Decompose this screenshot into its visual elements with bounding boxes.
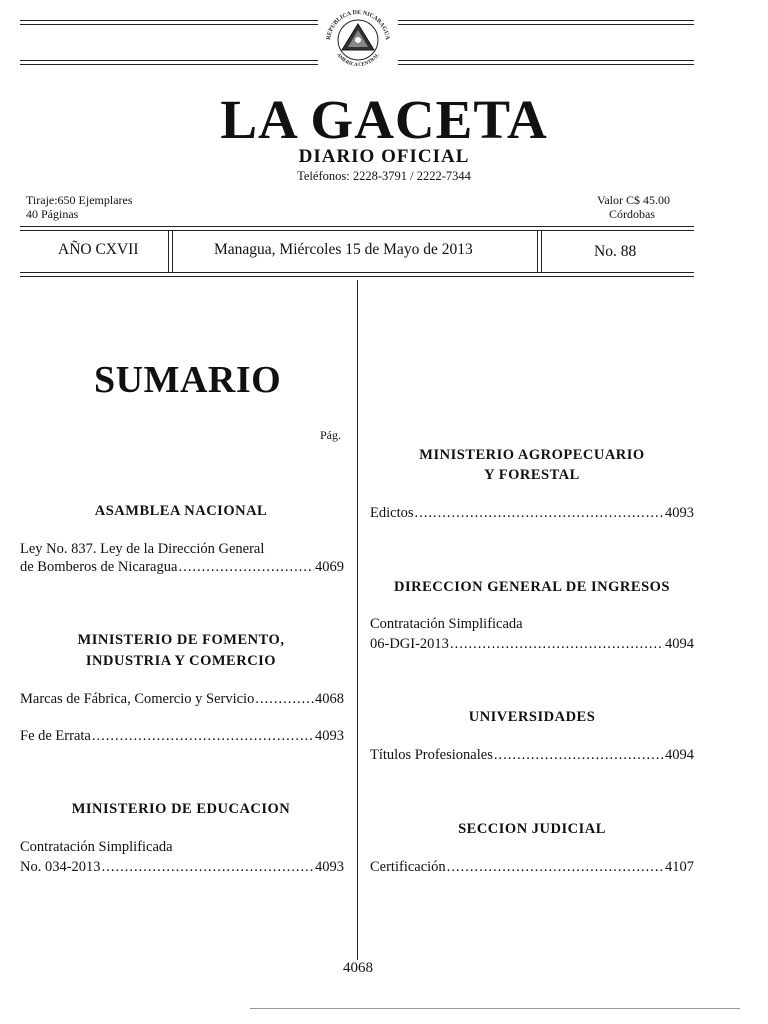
entry-marcas-label: Marcas de Fábrica, Comercio y Servicio [20, 691, 255, 707]
page-count: 40 Páginas [26, 207, 79, 221]
seal-text-top: REPUBLICA DE NICARAGUA [326, 9, 390, 41]
entry-contratacion-034-line1: Contratación Simplificada [20, 839, 173, 855]
currency: Córdobas [609, 207, 655, 221]
bottom-scan-rule [250, 1008, 740, 1009]
leader-dots [450, 634, 664, 654]
entry-fe-de-errata [20, 726, 344, 746]
entry-contratacion-034 [20, 857, 344, 877]
heading-universidades: UNIVERSIDADES [468, 709, 596, 725]
page-number: 4068 [343, 960, 373, 976]
entry-marcas-page: 4068 [315, 691, 344, 707]
entry-contratacion-dgi [370, 634, 694, 654]
entry-marcas [20, 689, 344, 709]
entry-titulos-profesionales [370, 745, 694, 765]
top-rule-right-2 [398, 24, 694, 25]
issue-box-divider-2b [541, 230, 542, 272]
top-rule-left-1 [20, 20, 318, 21]
issue-box-bottom-2 [20, 276, 694, 277]
mid-rule-left-1 [20, 60, 318, 61]
entry-certificacion-label: Certificación [370, 859, 446, 875]
sumario-title: SUMARIO [94, 359, 282, 401]
seal-text-bottom: AMERICA CENTRAL [335, 52, 381, 69]
issue-box-top-1 [20, 226, 694, 227]
mid-rule-right-1 [398, 60, 694, 61]
nicaragua-seal-icon [320, 2, 396, 78]
price: Valor C$ 45.00 [597, 193, 670, 207]
entry-ley-837 [20, 557, 344, 577]
column-divider [357, 280, 358, 960]
newspaper-title: LA GACETA [220, 89, 548, 150]
issue-box-divider-1b [172, 230, 173, 272]
heading-ministerio-fomento-line1: MINISTERIO DE FOMENTO, [77, 632, 285, 648]
newspaper-subtitle: DIARIO OFICIAL [298, 146, 470, 167]
entry-edictos-label: Edictos [370, 505, 414, 521]
heading-ministerio-fomento-line2: INDUSTRIA Y COMERCIO [85, 653, 277, 669]
top-rule-left-2 [20, 24, 318, 25]
issue-box-bottom-1 [20, 272, 694, 273]
phone-numbers: Teléfonos: 2228-3791 / 2222-7344 [297, 169, 471, 183]
page-column-label: Pág. [320, 428, 341, 442]
leader-dots [92, 726, 314, 746]
leader-dots [447, 857, 664, 877]
issue-box-divider-1a [168, 230, 169, 272]
entry-ley-837-line1: Ley No. 837. Ley de la Dirección General [20, 541, 265, 557]
mid-rule-right-2 [398, 64, 694, 65]
entry-contratacion-dgi-line2: 06-DGI-2013 [370, 636, 449, 652]
issue-date: Managua, Miércoles 15 de Mayo de 2013 [214, 241, 473, 258]
entry-ley-837-line2: de Bomberos de Nicaragua [20, 559, 178, 575]
entry-contratacion-dgi-line1: Contratación Simplificada [370, 616, 523, 632]
issue-box-top-2 [20, 230, 694, 231]
issue-box-divider-2a [537, 230, 538, 272]
heading-direccion-ingresos: DIRECCION GENERAL DE INGRESOS [394, 579, 670, 595]
heading-asamblea-nacional: ASAMBLEA NACIONAL [94, 503, 268, 519]
leader-dots [415, 503, 665, 523]
entry-certificacion-page: 4107 [665, 859, 694, 875]
entry-edictos-page: 4093 [665, 505, 694, 521]
leader-dots [255, 689, 314, 709]
heading-ministerio-educacion: MINISTERIO DE EDUCACION [71, 801, 291, 817]
entry-contratacion-034-page: 4093 [315, 859, 344, 875]
entry-edictos [370, 503, 694, 523]
issue-year: AÑO CXVII [58, 241, 139, 258]
entry-ley-837-page: 4069 [315, 559, 344, 575]
leader-dots [178, 557, 314, 577]
top-rule-right-1 [398, 20, 694, 21]
mid-rule-left-2 [20, 64, 318, 65]
entry-fe-de-errata-page: 4093 [315, 728, 344, 744]
entry-contratacion-034-line2: No. 034-2013 [20, 859, 101, 875]
issue-number: No. 88 [594, 243, 637, 260]
entry-titulos-page: 4094 [665, 747, 694, 763]
entry-titulos-label: Títulos Profesionales [370, 747, 493, 763]
heading-ministerio-agropecuario-line2: Y FORESTAL [484, 467, 580, 483]
entry-certificacion [370, 857, 694, 877]
heading-seccion-judicial: SECCION JUDICIAL [458, 821, 606, 837]
entry-fe-de-errata-label: Fe de Errata [20, 728, 91, 744]
leader-dots [102, 857, 314, 877]
entry-contratacion-dgi-page: 4094 [665, 636, 694, 652]
heading-ministerio-agropecuario-line1: MINISTERIO AGROPECUARIO [419, 447, 645, 463]
leader-dots [494, 745, 664, 765]
print-run: Tiraje:650 Ejemplares [26, 193, 133, 207]
